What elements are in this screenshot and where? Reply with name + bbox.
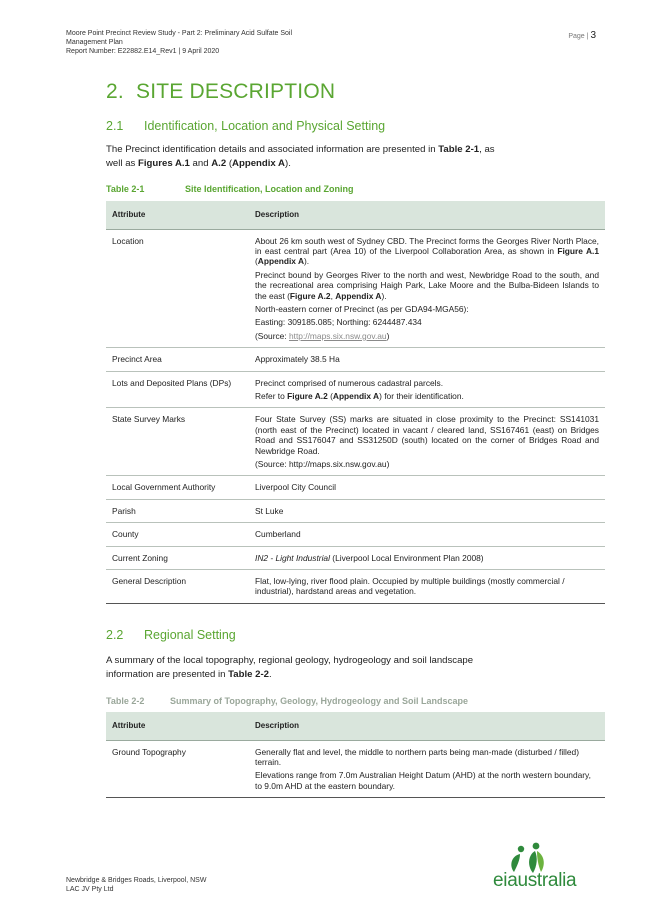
table-row-county xyxy=(106,523,605,546)
table-row-location xyxy=(106,229,605,348)
table-header-row xyxy=(106,201,605,229)
table-label: Table 2-1 xyxy=(106,184,145,194)
subsection-title: Identification, Location and Physical Setting xyxy=(144,119,386,133)
column-header-attribute: Attribute xyxy=(106,201,249,229)
regional-paragraph xyxy=(106,654,566,681)
description-cell: Approximately 38.5 Ha xyxy=(249,348,605,371)
description-paragraph xyxy=(255,391,599,401)
header-title-line-1: Moore Point Precinct Review Study - Part 2: Preliminary Acid Sulfate Soil xyxy=(66,30,293,37)
description-paragraph: North-eastern corner of Precinct (as per GDA94-MGA56): xyxy=(255,303,469,314)
description-paragraph xyxy=(255,236,599,267)
table-row-lots xyxy=(106,371,605,408)
table-ref: Table 2-1 xyxy=(438,144,480,155)
description-paragraph: Elevations range from 7.0m Australian Height Datum (AHD) at the north western boundary, to 9.0m AHD at the eastern boundary. xyxy=(255,770,591,791)
text-run: . xyxy=(269,668,272,680)
table-row-survey-marks xyxy=(106,408,605,476)
description-paragraph: Generally flat and level, the middle to northern parts being man-made (disturbed / filled) terrain. xyxy=(255,746,580,767)
appendix-ref: Appendix A xyxy=(335,290,382,301)
company-logo-wordmark: eiaustralia xyxy=(493,870,577,891)
attribute-cell: County xyxy=(106,523,249,546)
maps-link[interactable]: http://maps.six.nsw.gov.au xyxy=(288,330,387,341)
text-run: and xyxy=(189,157,212,169)
attribute-cell: Lots and Deposited Plans (DPs) xyxy=(106,371,249,408)
text-run: Precinct bound by Georges River to the north and west, Newbridge Road to the south, and the recreational area comprising Haigh Park, Lake Moore and the Bulba-Bideen Islands to the east ( xyxy=(255,269,599,301)
table-2-1-caption xyxy=(106,184,354,194)
zoning-code: IN2 - Light Industrial xyxy=(255,552,330,563)
description-cell xyxy=(249,371,605,408)
description-paragraph xyxy=(255,270,599,301)
attribute-cell: Location xyxy=(106,229,249,348)
table-ref: Table 2-2 xyxy=(228,668,270,680)
intro-paragraph xyxy=(106,143,566,170)
appendix-ref: Appendix A xyxy=(232,157,285,169)
footer-company: LAC JV Pty Ltd xyxy=(66,886,114,893)
attribute-cell: State Survey Marks xyxy=(106,408,249,476)
figure-ref: A.2 xyxy=(211,157,227,169)
text-run: ( xyxy=(226,157,233,169)
text-run: , xyxy=(330,290,336,301)
attribute-cell: Precinct Area xyxy=(106,348,249,371)
appendix-ref: Appendix A xyxy=(332,390,380,401)
figure-ref: Figure A.1 xyxy=(557,245,599,256)
table-row-parish xyxy=(106,499,605,522)
description-paragraph: Precinct comprised of numerous cadastral parcels. xyxy=(255,377,444,388)
table-row-precinct-area xyxy=(106,348,605,371)
text-run: The Precinct identification details and associated information are presented in xyxy=(106,144,439,155)
figure-ref: Figures A.1 xyxy=(138,157,190,169)
text-run: ( xyxy=(255,256,258,267)
appendix-ref: Appendix A xyxy=(257,256,305,267)
table-header-row xyxy=(106,712,605,740)
table-row-zoning xyxy=(106,546,605,569)
text-run: ( xyxy=(327,390,333,401)
attribute-cell: Current Zoning xyxy=(106,546,249,569)
figure-ref: Figure A.2 xyxy=(289,290,331,301)
text-run: , as xyxy=(479,144,495,155)
header-title-line-2: Management Plan xyxy=(66,39,123,46)
text-run: well as xyxy=(106,157,138,169)
figure-ref: Figure A.2 xyxy=(287,390,328,401)
topography-summary-table xyxy=(106,712,605,798)
column-header-description: Description xyxy=(249,712,605,740)
description-cell xyxy=(249,546,605,569)
table-label: Table 2-2 xyxy=(106,696,145,706)
text-run: (Source: xyxy=(255,330,289,341)
description-cell: Flat, low-lying, river flood plain. Occupied by multiple buildings (mostly commercial / industrial), hardstand areas and vegetation. xyxy=(249,570,605,604)
subsection-2-1-heading xyxy=(106,119,385,133)
subsection-title: Regional Setting xyxy=(144,628,236,642)
subsection-number: 2.2 xyxy=(106,628,124,642)
page-label: Page | xyxy=(568,33,589,40)
page-number: 3 xyxy=(590,30,596,41)
text-run: ) for their identification. xyxy=(379,390,464,401)
running-header xyxy=(66,29,316,56)
text-run: ). xyxy=(285,157,291,169)
text-run: ) xyxy=(386,330,390,341)
subsection-number: 2.1 xyxy=(106,119,124,133)
description-paragraph xyxy=(255,331,599,341)
table-title: Site Identification, Location and Zoning xyxy=(185,184,354,194)
section-heading xyxy=(106,80,335,104)
text-run: About 26 km south west of Sydney CBD. The Precinct forms the Georges River North Place, in east central part (Area 10) of the Liverpool Collaboration Area, as shown in xyxy=(255,235,599,256)
table-row-lga xyxy=(106,476,605,499)
description-cell: St Luke xyxy=(249,499,605,522)
site-identification-table xyxy=(106,201,605,604)
page-footer xyxy=(66,876,206,894)
description-cell: Cumberland xyxy=(249,523,605,546)
table-row-general-description xyxy=(106,570,605,604)
attribute-cell: Ground Topography xyxy=(106,740,249,798)
column-header-attribute: Attribute xyxy=(106,712,249,740)
text-run: ). xyxy=(304,256,310,267)
table-2-2-caption xyxy=(106,696,468,706)
section-number: 2. xyxy=(106,80,124,103)
text-run: A summary of the local topography, regional geology, hydrogeology and soil landscape xyxy=(106,655,474,666)
column-header-description: Description xyxy=(249,201,605,229)
description-cell xyxy=(249,740,605,798)
text-run: Refer to xyxy=(255,390,288,401)
description-paragraph: Four State Survey (SS) marks are situated in close proximity to the Precinct: SS141031 (north east of the Precinct) located in vacant / cleared land, SS167461 (east) on Bridges Road and SS176047 and SS31250D (south) located on the corner of Bridges Road and Newbridge Road. xyxy=(255,414,599,456)
description-paragraph: (Source: http://maps.six.nsw.gov.au) xyxy=(255,459,390,469)
description-cell xyxy=(249,229,605,348)
section-title: SITE DESCRIPTION xyxy=(136,80,336,103)
subsection-2-2-heading xyxy=(106,628,236,642)
attribute-cell: General Description xyxy=(106,570,249,604)
attribute-cell: Local Government Authority xyxy=(106,476,249,499)
description-cell xyxy=(249,408,605,476)
text-run: (Liverpool Local Environment Plan 2008) xyxy=(329,552,484,563)
table-title: Summary of Topography, Geology, Hydrogeology and Soil Landscape xyxy=(170,696,469,706)
description-paragraph: Easting: 309185.085; Northing: 6244487.434 xyxy=(255,317,422,328)
page-indicator xyxy=(568,30,596,41)
attribute-cell: Parish xyxy=(106,499,249,522)
header-report-number: Report Number: E22882.E14_Rev1 | 9 April 2020 xyxy=(66,48,220,55)
text-run: information are presented in xyxy=(106,668,229,680)
text-run: ). xyxy=(381,290,387,301)
table-row-ground-topography xyxy=(106,740,605,798)
description-cell: Liverpool City Council xyxy=(249,476,605,499)
footer-address: Newbridge & Bridges Roads, Liverpool, NSW xyxy=(66,877,207,884)
